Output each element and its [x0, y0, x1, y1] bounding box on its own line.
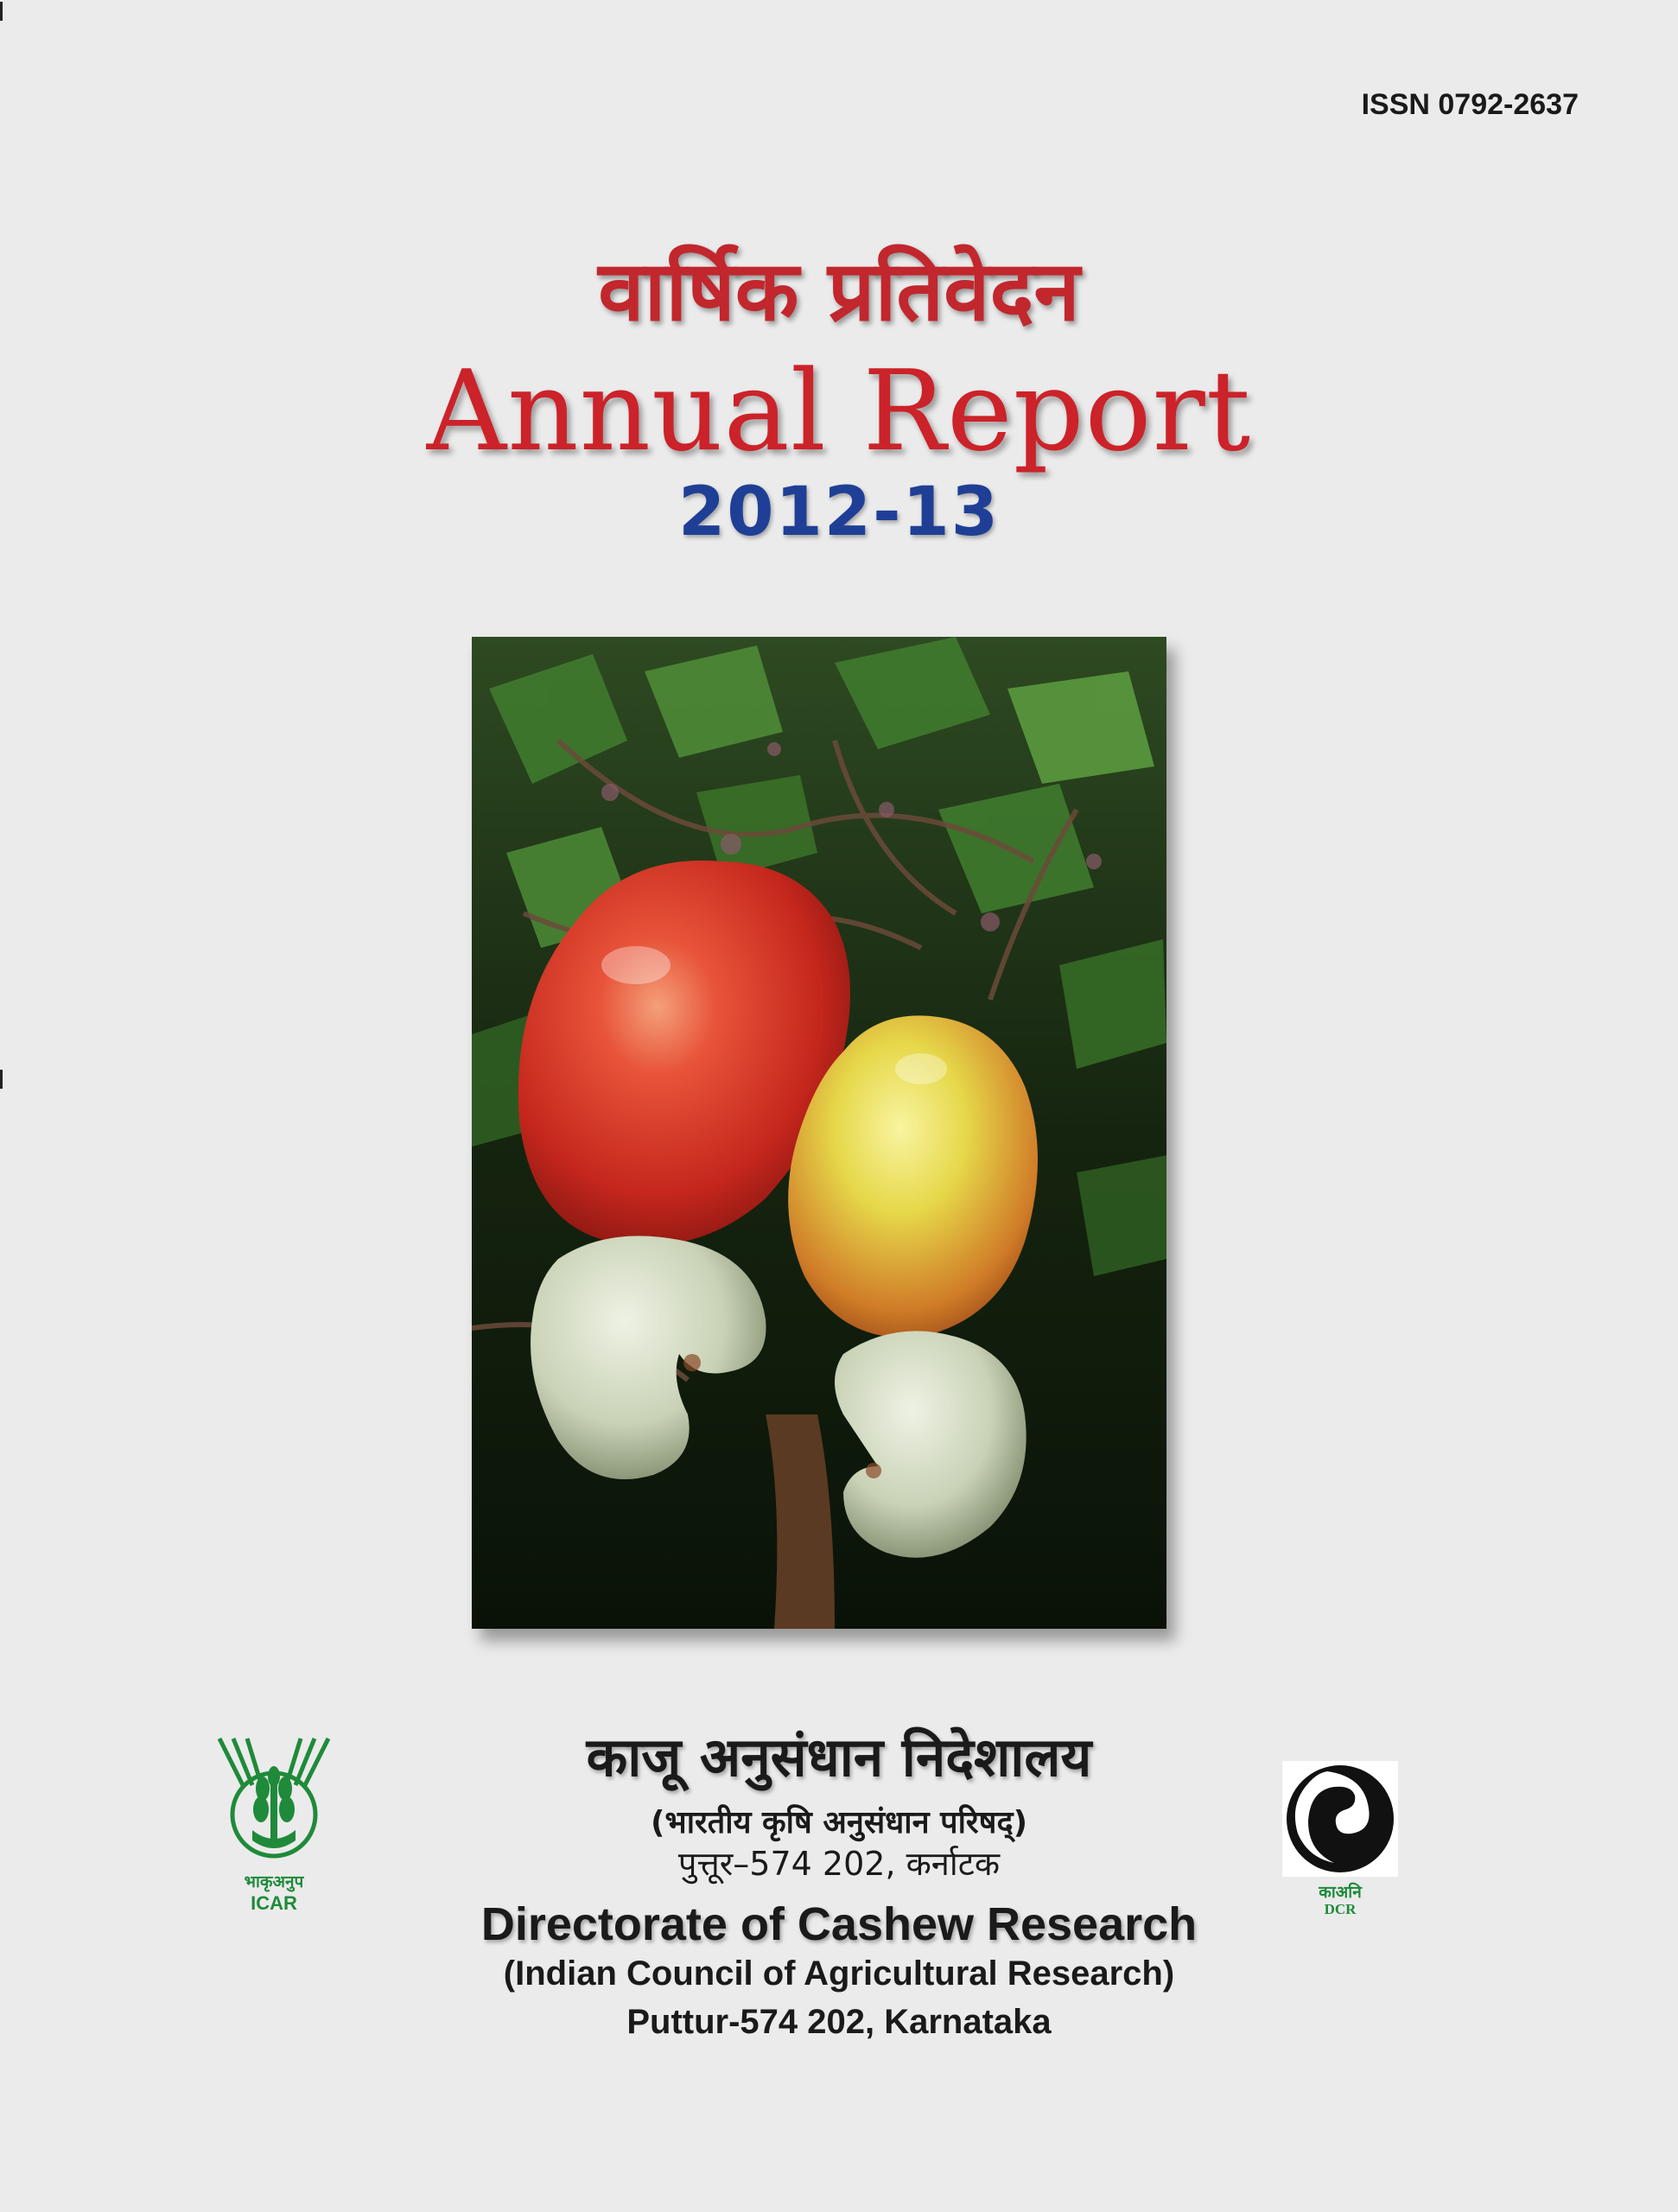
report-year: 2012-13 — [677, 474, 1000, 551]
organization-address-hindi: पुत्तूर–574 202, कर्नाटक — [677, 1845, 1001, 1883]
organization-parent-hindi: (भारतीय कृषि अनुसंधान परिषद्) — [650, 1805, 1028, 1840]
icar-label-hindi: भाकृअनुप — [244, 1872, 304, 1891]
issn-number: ISSN 0792-2637 — [1361, 88, 1579, 121]
organization-parent-english: (Indian Council of Agricultural Research) — [503, 1955, 1175, 1993]
dcr-label-english: DCR — [1324, 1901, 1357, 1917]
crop-mark — [0, 2, 3, 21]
title-english: Annual Report — [426, 347, 1252, 476]
title-hindi: वार्षिक प्रतिवेदन — [598, 243, 1080, 340]
organization-address-english: Puttur-574 202, Karnataka — [626, 2003, 1052, 2041]
dcr-label-hindi: काअनि — [1319, 1883, 1362, 1902]
crop-mark — [0, 1070, 3, 1089]
icar-label-english: ICAR — [251, 1892, 297, 1914]
cashew-apple-photo — [472, 637, 1166, 1629]
organization-name-english: Directorate of Cashew Research — [480, 1898, 1198, 1950]
organization-name-hindi: काजू अनुसंधान निदेशालय — [586, 1726, 1092, 1789]
